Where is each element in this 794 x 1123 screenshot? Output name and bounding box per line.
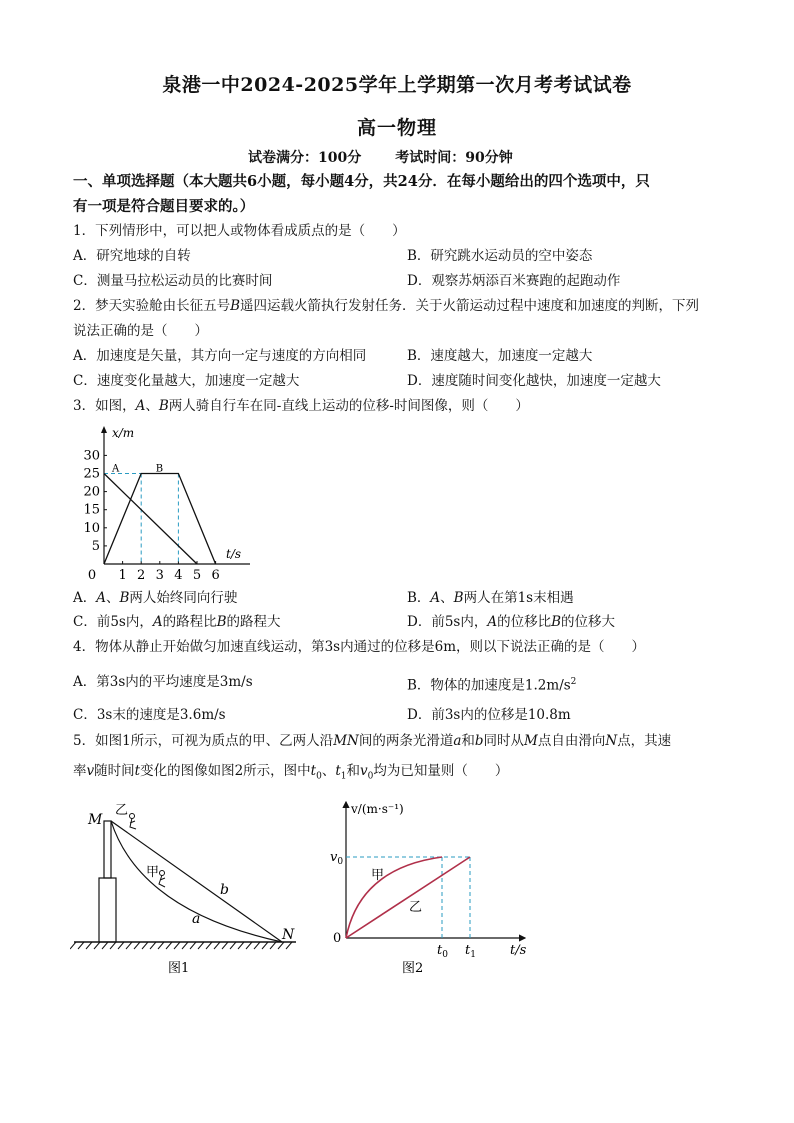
q2-stem-line2: 说法正确的是（ ）	[73, 323, 208, 339]
y-tick-label-10: 10	[83, 520, 100, 536]
full-score: 试卷满分：100分	[248, 150, 362, 166]
q4-option-c: C．3s末的速度是3.6m/s	[73, 707, 226, 723]
q3-stem: 3．如图，A、B两人骑自行车在同-直线上运动的位移-时间图像，则（ ）	[73, 398, 529, 414]
origin-label: 0	[333, 931, 342, 946]
t1-label: $t_1$	[465, 943, 476, 960]
tower-base	[99, 878, 116, 942]
x-tick-label-0: 0	[87, 568, 97, 582]
q2-option-d: D．速度随时间变化越快，加速度一定越大	[407, 373, 661, 389]
t0-label: $t_0$	[437, 943, 448, 960]
exam-duration: 考试时间：90分钟	[395, 150, 513, 166]
exam-info	[248, 147, 513, 167]
label-jia: 甲	[146, 865, 160, 880]
q3-option-d: D．前5s内，A的位移比B的位移大	[407, 614, 616, 630]
section-heading-line1: 一、单项选择题（本大题共6小题，每小题4分，共24分．在每小题给出的四个选项中，只	[73, 173, 650, 190]
x-tick-label-2: 2	[137, 568, 146, 582]
exam-title: 泉港一中2024-2025学年上学期第一次月考考试试卷	[162, 74, 632, 96]
person-yi-icon	[130, 814, 137, 830]
series-yi-label: 乙	[409, 900, 423, 915]
q1-option-d: D．观察苏炳添百米赛跑的起跑动作	[407, 273, 621, 289]
label-track-b: b	[220, 882, 229, 898]
x-tick-label-4: 4	[174, 568, 183, 582]
series-label-A: A	[112, 463, 120, 475]
q4-option-d: D．前3s内的位移是10.8m	[407, 707, 571, 723]
fig2-caption: 图2	[402, 961, 424, 976]
x-tick-label-6: 6	[211, 568, 220, 582]
person-jia-icon	[159, 871, 165, 888]
label-m: M	[88, 812, 103, 828]
y-tick-label-25: 25	[83, 466, 100, 482]
tower-pole	[104, 821, 111, 878]
q4-stem: 4．物体从静止开始做匀加速直线运动，第3s内通过的位移是6m，则以下说法正确的是（ ）	[73, 639, 645, 655]
q4-option-b: B．物体的加速度是$1.2m/s^2$	[407, 677, 577, 694]
y-tick-label-15: 15	[83, 502, 100, 518]
chart-series	[104, 464, 216, 565]
q5-stem-line2: 率v随时间t变化的图像如图2所示，图中$t_0$、$t_1$和$v_0$均为已知量则（ ）	[73, 763, 509, 782]
y-tick-label-5: 5	[91, 538, 100, 554]
y-axis-label: x/m	[112, 426, 135, 440]
q3-position-time-chart	[82, 422, 252, 582]
y-tick-label-20: 20	[83, 484, 100, 500]
chart-guides	[104, 474, 178, 565]
t-axis-label: t/s	[510, 943, 527, 958]
exam-subject: 高一物理	[356, 117, 437, 139]
series-label-B: B	[155, 463, 164, 475]
x-tick-label-5: 5	[192, 568, 202, 582]
q4-option-a: A．第3s内的平均速度是3m/s	[73, 674, 253, 690]
section-heading	[73, 169, 723, 219]
q3-option-a: A．A、B两人始终同向行驶	[73, 590, 238, 606]
y-tick-label-30: 30	[83, 448, 100, 464]
series-line-B	[104, 474, 216, 565]
q3-option-b: B．A、B两人在第1s末相遇	[407, 590, 574, 606]
v-axis-label: v/(m·s⁻¹)	[351, 802, 404, 816]
label-yi: 乙	[115, 803, 129, 818]
x-tick-label-1: 1	[118, 568, 127, 582]
q2-option-c: C．速度变化量越大，加速度一定越大	[73, 373, 300, 389]
q5-figure-1	[70, 796, 300, 981]
q1-option-c: C．测量马拉松运动员的比赛时间	[73, 273, 273, 289]
y-axis-arrow	[101, 426, 107, 433]
ground-hatch	[70, 942, 292, 949]
q2-stem-line1: 2．梦天实验舱由长征五号B遥四运载火箭执行发射任务．关于火箭运动过程中速度和加速度的判断，下列	[73, 298, 700, 314]
q3-option-c: C．前5s内，A的路程比B的路程大	[73, 614, 281, 630]
x-tick-label-3: 3	[155, 568, 164, 582]
series-line-A	[104, 474, 197, 565]
label-track-a: a	[192, 911, 201, 927]
q1-stem: 1．下列情形中，可以把人或物体看成质点的是（ ）	[73, 223, 406, 239]
q2-option-b: B．速度越大，加速度一定越大	[407, 348, 593, 364]
section-heading-line2: 有一项是符合题目要求的。）	[73, 198, 255, 215]
q5-stem-line1: 5．如图1所示，可视为质点的甲、乙两人沿MN间的两条光滑道a和b同时从M点自由滑向N点，其速	[73, 733, 672, 749]
q5-figure-2-velocity-chart	[320, 796, 540, 981]
series-yi-line	[346, 857, 470, 938]
q2-option-a: A．加速度是矢量，其方向一定与速度的方向相同	[73, 348, 367, 364]
x-axis-label: t/s	[226, 547, 242, 561]
series-jia-curve	[346, 857, 442, 938]
v0-label: $v_0$	[330, 850, 344, 867]
q1-option-a: A．研究地球的自转	[73, 248, 191, 264]
fig1-caption: 图1	[168, 961, 190, 976]
q1-option-b: B．研究跳水运动员的空中姿态	[407, 248, 593, 264]
label-n: N	[282, 927, 295, 943]
series-jia-label: 甲	[371, 868, 385, 883]
